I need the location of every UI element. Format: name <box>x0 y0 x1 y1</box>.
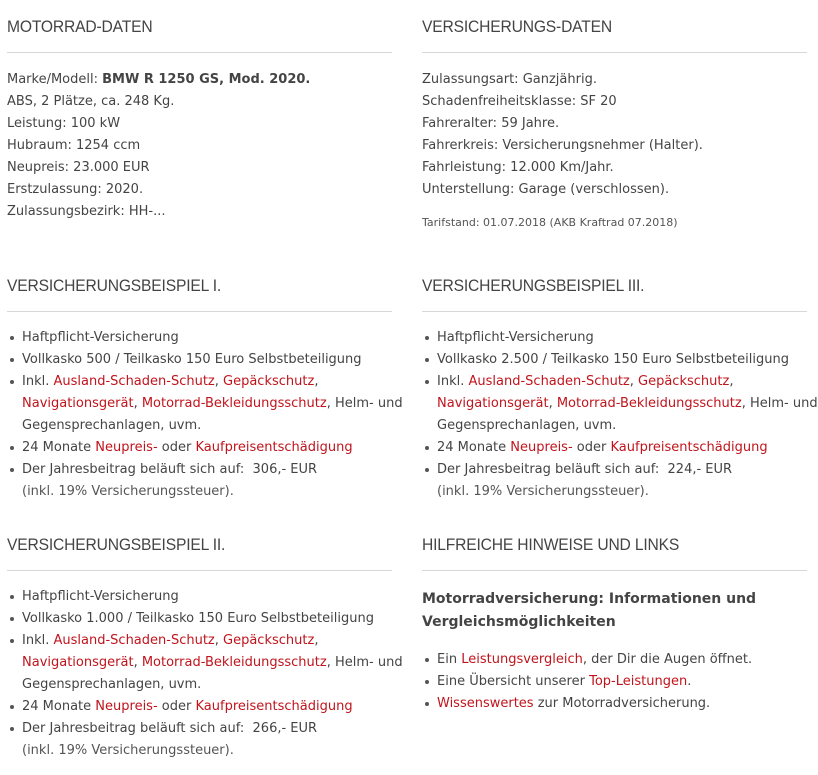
kaufpreis-link[interactable]: Kaufpreisentschädigung <box>195 440 353 455</box>
ausland-schutz-link[interactable]: Ausland-Schaden-Schutz <box>53 633 215 648</box>
list-item: Der Jahresbeitrag beläuft sich auf: 306,- EUR <box>7 459 392 481</box>
list-item: 24 Monate Neupreis- oder Kaufpreisentschädigung <box>7 696 392 718</box>
list-item: Der Jahresbeitrag beläuft sich auf: 224,- EUR <box>422 459 807 481</box>
zulassungsbezirk-line: Zulassungsbezirk: HH-... <box>7 204 166 219</box>
divider <box>7 52 392 53</box>
tarifstand: Tarifstand: 01.07.2018 (AKB Kraftrad 07.2018) <box>422 216 678 229</box>
list-item-cont: Gegensprechanlagen, uvm. <box>22 677 202 692</box>
list-item: Vollkasko 2.500 / Teilkasko 150 Euro Selbstbeteiligung <box>422 349 807 371</box>
list-item: Haftpflicht-Versicherung <box>422 327 807 349</box>
steuer-note: (inkl. 19% Versicherungssteuer). <box>437 484 649 499</box>
beispiel3-heading: VERSICHERUNGSBEISPIEL III. <box>422 276 645 295</box>
kaufpreis-link[interactable]: Kaufpreisentschädigung <box>610 440 768 455</box>
list-item: Inkl. Ausland-Schaden-Schutz, Gepäckschutz, <box>7 630 392 652</box>
list-item: 24 Monate Neupreis- oder Kaufpreisentschädigung <box>7 437 392 459</box>
beispiel3-list <box>422 327 818 503</box>
beitrag-value: 266,- EUR <box>252 721 318 736</box>
neupreis-link[interactable]: Neupreis- <box>510 440 573 455</box>
hinweise-subheading-1: Motorradversicherung: Informationen und <box>422 591 757 607</box>
divider <box>7 570 392 571</box>
bekleidungsschutz-link[interactable]: Motorrad-Bekleidungsschutz <box>556 396 742 411</box>
list-item: 24 Monate Neupreis- oder Kaufpreisentschädigung <box>422 437 807 459</box>
steuer-note: (inkl. 19% Versicherungssteuer). <box>22 484 234 499</box>
leistung-line: Leistung: 100 kW <box>7 116 121 131</box>
top-leistungen-link[interactable]: Top-Leistungen <box>589 674 688 689</box>
unterstellung-line: Unterstellung: Garage (verschlossen). <box>422 182 670 197</box>
gepaeckschutz-link[interactable]: Gepäckschutz <box>223 374 315 389</box>
list-item: Eine Übersicht unserer Top-Leistungen. <box>422 671 807 693</box>
navigationsgeraet-link[interactable]: Navigationsgerät <box>437 396 549 411</box>
list-item: Inkl. Ausland-Schaden-Schutz, Gepäckschutz, <box>7 371 392 393</box>
gepaeckschutz-link[interactable]: Gepäckschutz <box>638 374 730 389</box>
ausland-schutz-link[interactable]: Ausland-Schaden-Schutz <box>53 374 215 389</box>
hubraum-line: Hubraum: 1254 ccm <box>7 138 141 153</box>
divider <box>422 570 807 571</box>
hinweise-subheading-2: Vergleichsmöglichkeiten <box>422 614 616 630</box>
fahrerkreis-line: Fahrerkreis: Versicherungsnehmer (Halter). <box>422 138 703 153</box>
beispiel2-list <box>7 586 403 762</box>
gepaeckschutz-link[interactable]: Gepäckschutz <box>223 633 315 648</box>
beispiel1-heading: VERSICHERUNGSBEISPIEL I. <box>7 276 222 295</box>
navigationsgeraet-link[interactable]: Navigationsgerät <box>22 655 134 670</box>
bekleidungsschutz-link[interactable]: Motorrad-Bekleidungsschutz <box>141 396 327 411</box>
marke-line: Marke/Modell: BMW R 1250 GS, Mod. 2020. <box>7 72 311 87</box>
zulassungsart-line: Zulassungsart: Ganzjährig. <box>422 72 597 87</box>
list-item: Der Jahresbeitrag beläuft sich auf: 266,- EUR <box>7 718 392 740</box>
leistungsvergleich-link[interactable]: Leistungsvergleich <box>461 652 583 667</box>
list-item-cont: Navigationsgerät, Motorrad-Bekleidungsschutz, Helm- und <box>22 655 403 670</box>
steuer-note: (inkl. 19% Versicherungssteuer). <box>22 743 234 758</box>
divider <box>422 311 807 312</box>
neupreis-link[interactable]: Neupreis- <box>95 699 158 714</box>
beitrag-value: 224,- EUR <box>667 462 733 477</box>
list-item-cont: Navigationsgerät, Motorrad-Bekleidungsschutz, Helm- und <box>437 396 818 411</box>
divider <box>422 52 807 53</box>
fahrleistung-line: Fahrleistung: 12.000 Km/Jahr. <box>422 160 614 175</box>
versicherung-heading: VERSICHERUNGS-DATEN <box>422 17 613 36</box>
beispiel2-heading: VERSICHERUNGSBEISPIEL II. <box>7 535 226 554</box>
hinweise-list <box>422 649 807 715</box>
hinweise-heading: HILFREICHE HINWEISE UND LINKS <box>422 535 680 554</box>
motorrad-heading: MOTORRAD-DATEN <box>7 17 153 36</box>
neupreis-link[interactable]: Neupreis- <box>95 440 158 455</box>
list-item: Inkl. Ausland-Schaden-Schutz, Gepäckschutz, <box>422 371 807 393</box>
list-item: Ein Leistungsvergleich, der Dir die Augen öffnet. <box>422 649 807 671</box>
wissenswertes-link[interactable]: Wissenswertes <box>437 696 534 711</box>
list-item-cont: Gegensprechanlagen, uvm. <box>22 418 202 433</box>
ausland-schutz-link[interactable]: Ausland-Schaden-Schutz <box>468 374 630 389</box>
fahreralter-line: Fahreralter: 59 Jahre. <box>422 116 560 131</box>
kaufpreis-link[interactable]: Kaufpreisentschädigung <box>195 699 353 714</box>
bekleidungsschutz-link[interactable]: Motorrad-Bekleidungsschutz <box>141 655 327 670</box>
erstzulassung-line: Erstzulassung: 2020. <box>7 182 144 197</box>
beitrag-value: 306,- EUR <box>252 462 318 477</box>
list-item-cont: Navigationsgerät, Motorrad-Bekleidungsschutz, Helm- und <box>22 396 403 411</box>
list-item: Vollkasko 500 / Teilkasko 150 Euro Selbstbeteiligung <box>7 349 392 371</box>
beispiel1-list <box>7 327 403 503</box>
list-item: Wissenswertes zur Motorradversicherung. <box>422 693 807 715</box>
list-item: Haftpflicht-Versicherung <box>7 327 392 349</box>
abs-line: ABS, 2 Plätze, ca. 248 Kg. <box>7 94 175 109</box>
neupreis-line: Neupreis: 23.000 EUR <box>7 160 150 175</box>
sf-klasse-line: Schadenfreiheitsklasse: SF 20 <box>422 94 617 109</box>
divider <box>7 311 392 312</box>
list-item-cont: Gegensprechanlagen, uvm. <box>437 418 617 433</box>
navigationsgeraet-link[interactable]: Navigationsgerät <box>22 396 134 411</box>
list-item: Haftpflicht-Versicherung <box>7 586 392 608</box>
list-item: Vollkasko 1.000 / Teilkasko 150 Euro Selbstbeteiligung <box>7 608 392 630</box>
